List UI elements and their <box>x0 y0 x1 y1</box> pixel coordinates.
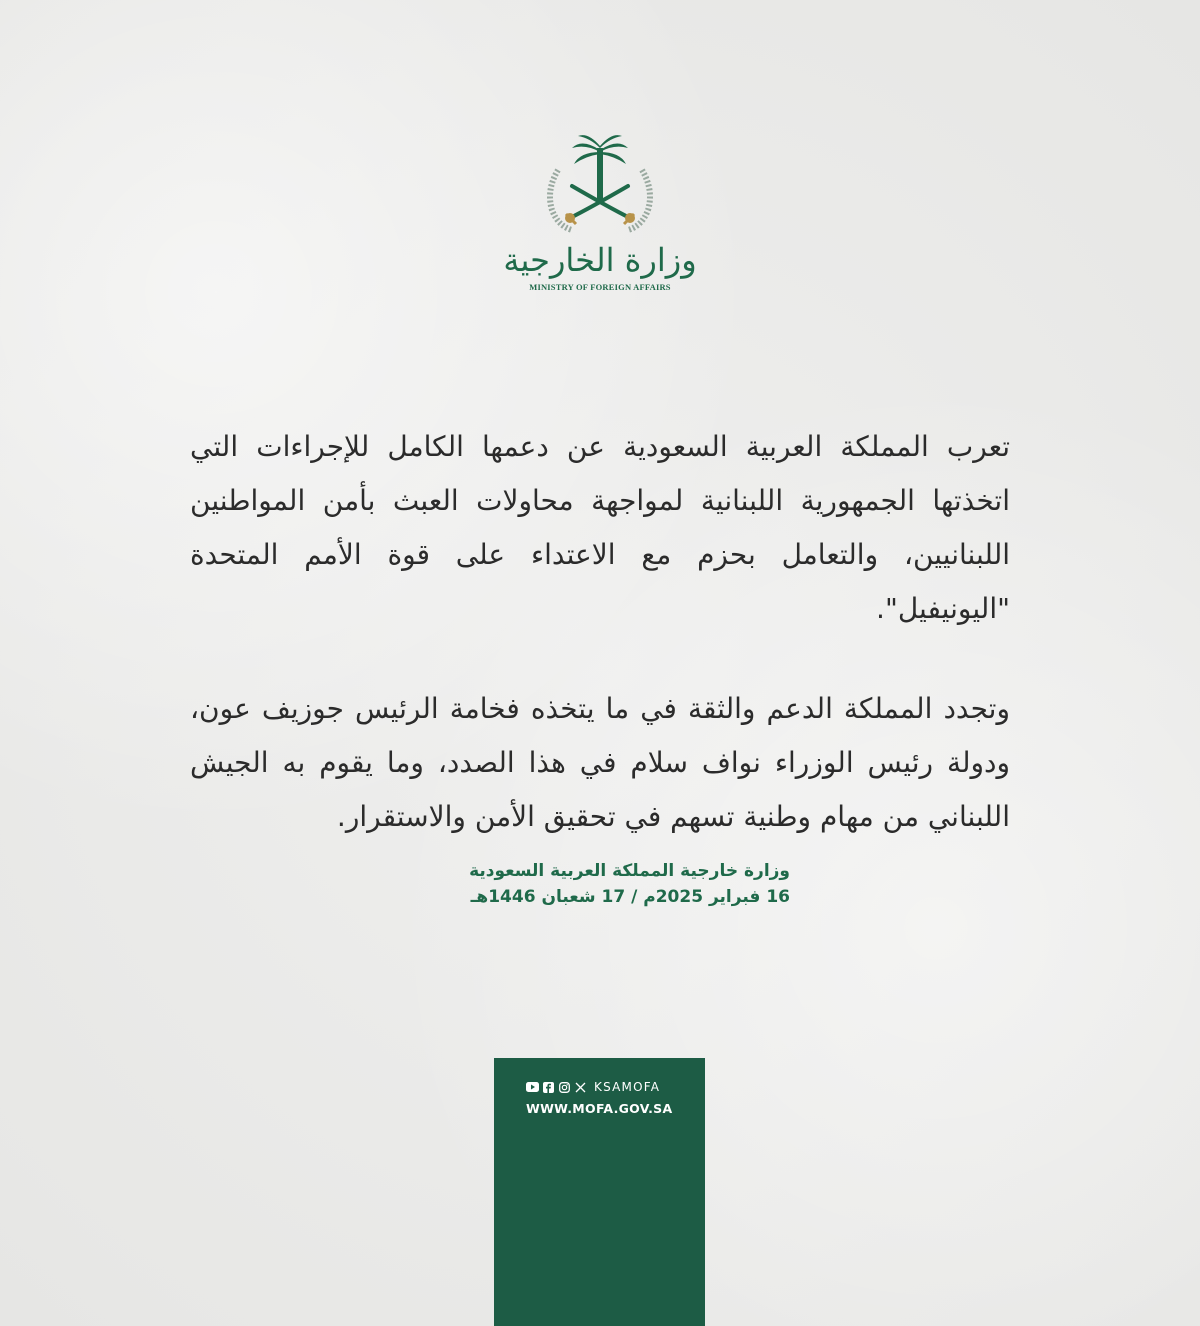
facebook-icon[interactable] <box>542 1081 555 1094</box>
footer-box <box>494 1058 705 1326</box>
signature-date: 16 فبراير 2025م / 17 شعبان 1446هـ <box>470 887 790 907</box>
website-link[interactable]: WWW.MOFA.GOV.SA <box>526 1101 673 1116</box>
signature-name: وزارة خارجية المملكة العربية السعودية <box>469 861 790 881</box>
statement-body <box>190 420 1010 890</box>
youtube-icon[interactable] <box>526 1081 539 1094</box>
instagram-icon[interactable] <box>558 1081 571 1094</box>
ministry-name-arabic: وزارة الخارجية <box>503 241 697 279</box>
statement-paragraph-1: تعرب المملكة العربية السعودية عن دعمها الكامل للإجراءات التي اتخذتها الجمهورية اللبنانية لمواجهة محاولات العبث بأمن المواطنين اللبنانيين، والتعامل بحزم مع الاعتداء على قوة الأمم المتحدة "اليونيفيل". <box>190 430 1010 625</box>
social-row <box>526 1080 660 1094</box>
social-handle[interactable]: KSAMOFA <box>594 1080 661 1094</box>
x-icon[interactable] <box>574 1081 587 1094</box>
statement-paragraph-2: وتجدد المملكة الدعم والثقة في ما يتخذه فخامة الرئيس جوزيف عون، ودولة رئيس الوزراء نواف سلام في هذا الصدد، وما يقوم به الجيش اللبناني من مهام وطنية تسهم في تحقيق الأمن والاستقرار. <box>190 692 1010 833</box>
ministry-name-english: MINISTRY OF FOREIGN AFFAIRS <box>529 282 671 292</box>
saudi-emblem-icon <box>500 130 700 240</box>
signature-block <box>330 858 790 910</box>
